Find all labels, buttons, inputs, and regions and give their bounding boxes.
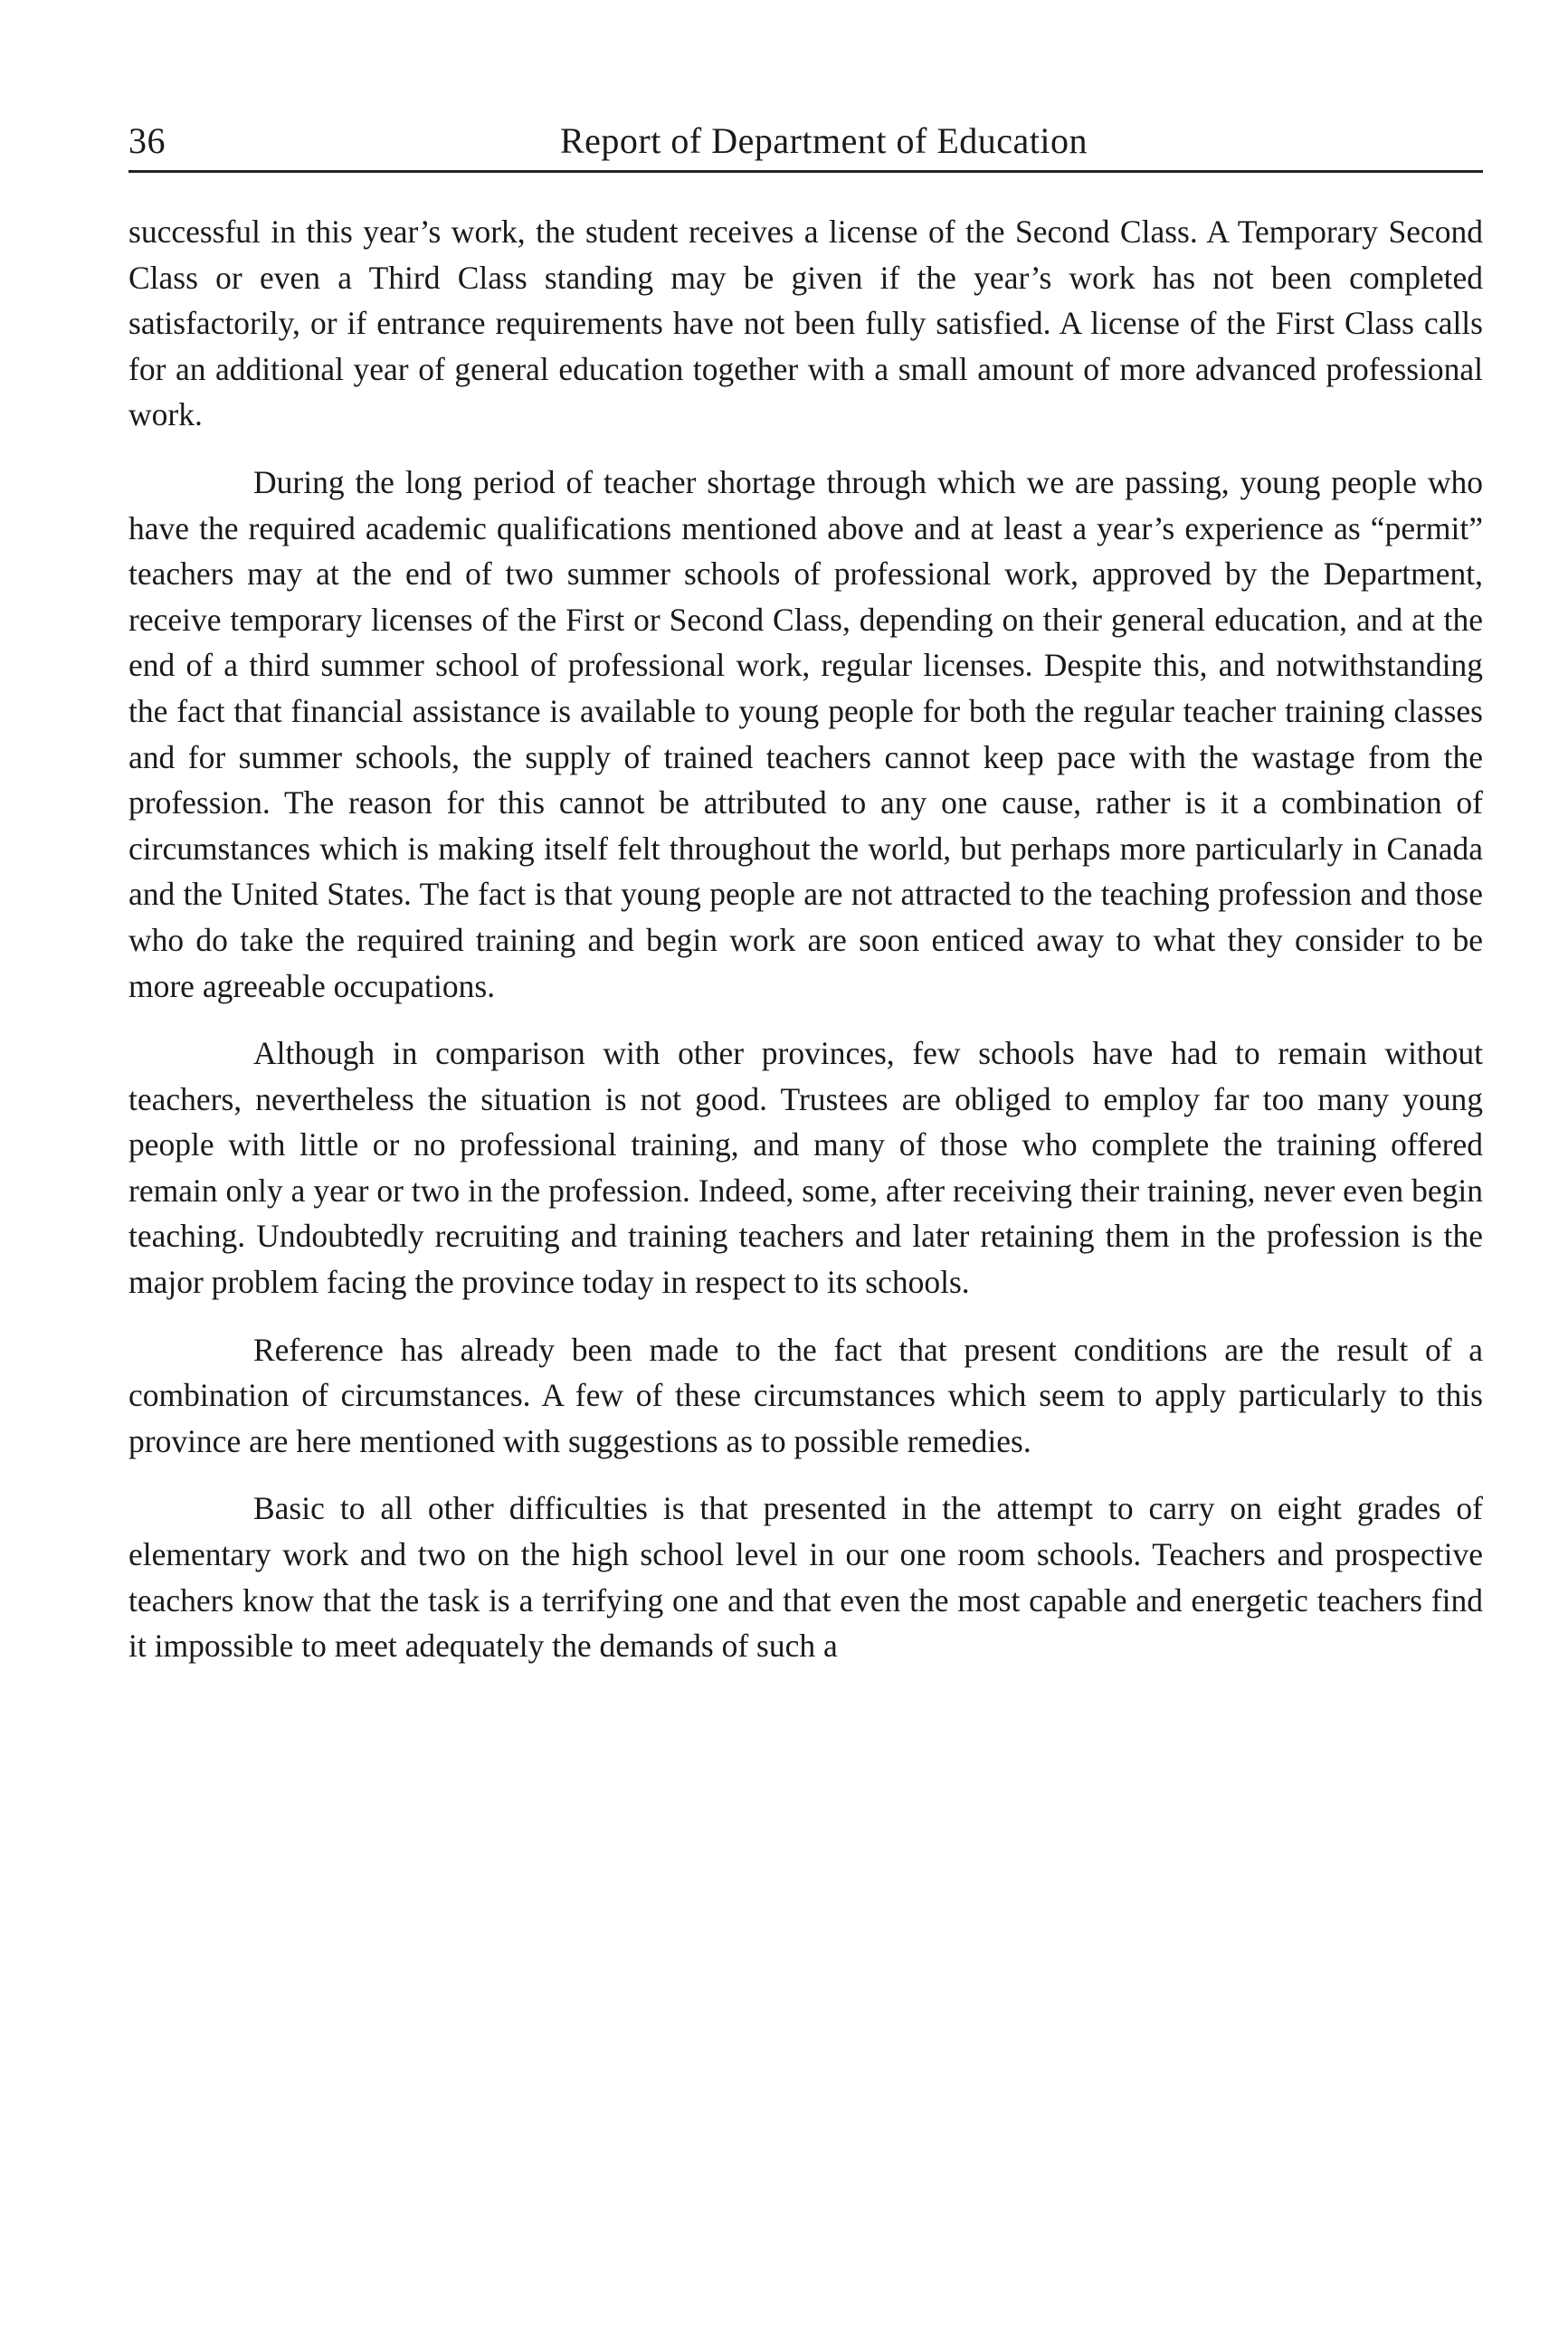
paragraph: Basic to all other difficulties is that presented in the attempt to carry on eight grades of elementary work and two on the high school level in our one room schools. Teachers and prospective teachers know that the task is a terrifying one and that even the most capable and energetic teachers find it impossible to meet adequately the demands of such a bbox=[128, 1490, 1483, 1665]
page-number: 36 bbox=[128, 120, 166, 161]
running-header bbox=[128, 118, 1483, 165]
header-rule bbox=[128, 170, 1483, 173]
document-page bbox=[128, 118, 1483, 1691]
running-title: Report of Department of Education bbox=[560, 120, 1088, 161]
paragraph: successful in this year’s work, the student receives a license of the Second Class. A Temporary Second Class or even a Third Class standing may be given if the year’s work has not been completed satisfactorily, or if entrance requirements have not been fully satisfied. A license of the First Class calls for an additional year of general education together with a small amount of more advanced professional work. bbox=[128, 214, 1483, 433]
paragraph: Reference has already been made to the fact that present conditions are the result of a combination of circumstances. A few of these circumstances which seem to apply particularly to this province are here mentioned with suggestions as to possible remedies. bbox=[128, 1331, 1483, 1459]
body-text bbox=[128, 209, 1483, 1669]
paragraph: During the long period of teacher shortage through which we are passing, young people who have the required academic qualifications mentioned above and at least a year’s experience as “permit” teachers may at the end of two summer schools of professional work, approved by the Department, receive temporary licenses of the First or Second Class, depending on their general education, and at the end of a third summer school of professional work, regular licenses. Despite this, and notwithstanding the fact that financial assistance is available to young people for both the regular teacher training classes and for summer schools, the supply of trained teachers cannot keep pace with the wastage from the profession. The reason for this cannot be attributed to any one cause, rather is it a combination of circumstances which is making itself felt throughout the world, but perhaps more particularly in Canada and the United States. The fact is that young people are not attracted to the teaching profession and those who do take the required training and begin work are soon enticed away to what they consider to be more agreeable occupations. bbox=[128, 463, 1483, 1004]
paragraph: Although in comparison with other provinces, few schools have had to remain without teachers, nevertheless the situation is not good. Trustees are obliged to employ far too many young people with little or no professional training, and many of those who complete the training offered remain only a year or two in the profession. Indeed, some, after receiving their training, never even begin teaching. Undoubtedly recruiting and training teachers and later retaining them in the profession is the major problem facing the province today in respect to its schools. bbox=[128, 1035, 1483, 1301]
